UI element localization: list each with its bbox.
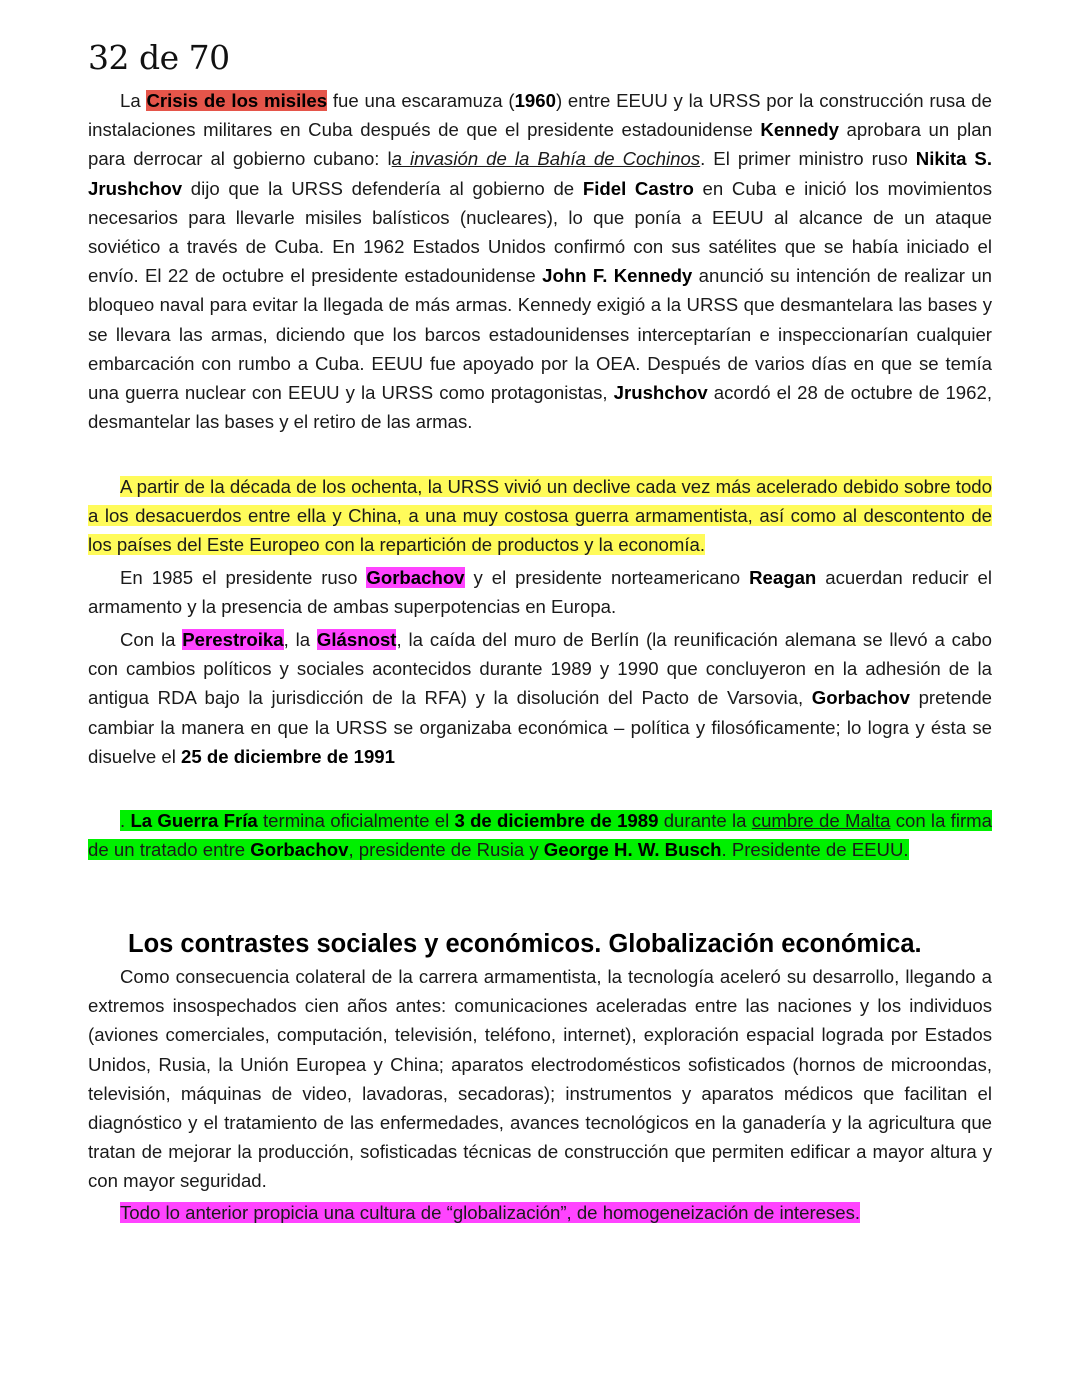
bold-year: 1960 bbox=[514, 90, 556, 111]
paragraph-globalizacion bbox=[88, 1198, 992, 1227]
text: La bbox=[120, 90, 147, 111]
text: ) entre EEUU y la URSS por la construcción rusa de instalaciones militares en Cuba después de que el presidente estadounidense bbox=[88, 90, 992, 141]
bold-gorbachov: Gorbachov bbox=[811, 687, 910, 709]
paragraph-1985 bbox=[88, 563, 992, 621]
bold-date-1989: 3 de diciembre de 1989 bbox=[454, 810, 659, 831]
section-heading: Los contrastes sociales y económicos. Globalización económica. bbox=[128, 930, 922, 958]
highlight-declive-urss: A partir de la década de los ochenta, la URSS vivió un declive cada vez más acelerado debido sobre todo a los desacuerdos entre ella y China, a una muy costosa guerra armamentista, así como al descontento de los países del Este Europeo con la repartición de productos y la economía. bbox=[88, 476, 992, 556]
text: Con la bbox=[120, 629, 183, 650]
text: dijo que la URSS defendería al gobierno de bbox=[182, 177, 583, 199]
text: fue una escaramuza ( bbox=[327, 90, 515, 111]
paragraph-perestroika bbox=[88, 625, 992, 771]
text: , presidente de Rusia y bbox=[348, 839, 544, 861]
paragraph-tecnologia bbox=[88, 962, 992, 1196]
paragraph-fin-guerra-fria bbox=[88, 806, 992, 864]
text: acuerdan reducir el armamento y la presencia de ambas superpotencias en Europa. bbox=[88, 567, 992, 618]
page-indicator: 32 de 70 bbox=[88, 38, 230, 77]
underline-cumbre-malta: cumbre de Malta bbox=[751, 810, 891, 831]
highlight-crisis-misiles: Crisis de los misiles bbox=[146, 90, 328, 111]
text: En 1985 el presidente ruso bbox=[120, 567, 367, 588]
bold-bush: George H. W. Busch bbox=[543, 839, 722, 861]
highlight-glasnost: Glásnost bbox=[316, 629, 397, 650]
text: . Presidente de EEUU. bbox=[721, 839, 909, 861]
text: con la firma de un tratado entre bbox=[88, 810, 992, 861]
text: anunció su intención de realizar un bloqueo naval para evitar la llegada de más armas. Kennedy exigió a la URSS que desmantelara las bases y se llevara las armas, diciendo que los barcos estadounidenses interceptarían e inspeccionarían cualquier embarcación con rumbo a Cuba. EEUU fue apoyado por la OEA. Después de varios días en que se temía una guerra nuclear con EEUU y la URSS como protagonistas, bbox=[88, 265, 993, 404]
highlight-gorbachov: Gorbachov bbox=[366, 567, 465, 588]
text: durante la bbox=[658, 810, 752, 831]
text: aprobara un plan para derrocar al gobierno cubano: l bbox=[88, 119, 992, 170]
text: , la bbox=[283, 629, 317, 650]
bold-jfk: John F. Kennedy bbox=[542, 265, 693, 287]
highlight-globalizacion: Todo lo anterior propicia una cultura de “globalización”, de homogeneización de intereses. bbox=[120, 1202, 861, 1223]
highlight-perestroika: Perestroika bbox=[182, 629, 284, 650]
bold-guerra-fria: La Guerra Fría bbox=[130, 810, 258, 831]
text: , la caída del muro de Berlín (la reunificación alemana se llevó a cabo con cambios políticos y sociales acontecidos durante 1989 y 1990 que concluyeron en la adhesión de la antigua RDA bajo la jurisdicción de la RFA) y la disolución del Pacto de Varsovia, bbox=[88, 629, 992, 709]
text: pretende cambiar la manera en que la URSS se organizaba económica – política y filosóficamente; lo logra y ésta se disuelve el bbox=[88, 687, 992, 767]
underline-bahia-cochinos: a invasión de la Bahía de Cochinos bbox=[391, 148, 701, 170]
bold-date-1991: 25 de diciembre de 1991 bbox=[181, 745, 395, 767]
bold-gorbachov: Gorbachov bbox=[250, 839, 349, 861]
text: termina oficialmente el bbox=[257, 810, 455, 831]
text: . El primer ministro ruso bbox=[700, 148, 916, 170]
text: acordó el 28 de octubre de 1962, desmantelar las bases y el retiro de las armas. bbox=[88, 382, 992, 433]
text: en Cuba e inició los movimientos necesarios para llevarle misiles balísticos (nucleares), lo que ponía a EEUU al alcance de un ataque soviético a través de Cuba. En 1962 Estados Unidos confirmó con sus satélites que se había iniciado el envío. El 22 de octubre el presidente estadounidense bbox=[88, 177, 992, 287]
text: Como consecuencia colateral de la carrera armamentista, la tecnología aceleró su desarrollo, llegando a extremos insospechados cien años antes: comunicaciones aceleradas entre las naciones y los individuos (aviones comerciales, computación, televisión, teléfono, internet), exploración espacial lograda por Estados Unidos, Rusia, la Unión Europea y China; aparatos electrodomésticos sofisticados (hornos de microondas, televisión, máquinas de video, lavadoras, secadoras); instrumentos y aparatos médicos que facilitan el diagnóstico y el tratamiento de las enfermedades, avances tecnológicos en la ganadería y la agricultura que tratan de mejorar la producción, sofisticadas técnicas de construcción que permiten edificar a mayor altura y con mayor seguridad. bbox=[88, 966, 992, 1192]
bold-kennedy: Kennedy bbox=[760, 119, 839, 141]
highlight-fin-guerra-fria bbox=[88, 810, 992, 860]
bold-reagan: Reagan bbox=[749, 567, 817, 588]
text: y el presidente norteamericano bbox=[464, 567, 750, 588]
bold-nikita: Nikita S. Jrushchov bbox=[88, 148, 993, 199]
text: . bbox=[120, 810, 131, 831]
bold-jrushchov: Jrushchov bbox=[613, 382, 708, 404]
paragraph-crisis-misiles bbox=[88, 86, 992, 436]
paragraph-declive-urss bbox=[88, 472, 992, 560]
bold-fidel: Fidel Castro bbox=[582, 177, 694, 199]
